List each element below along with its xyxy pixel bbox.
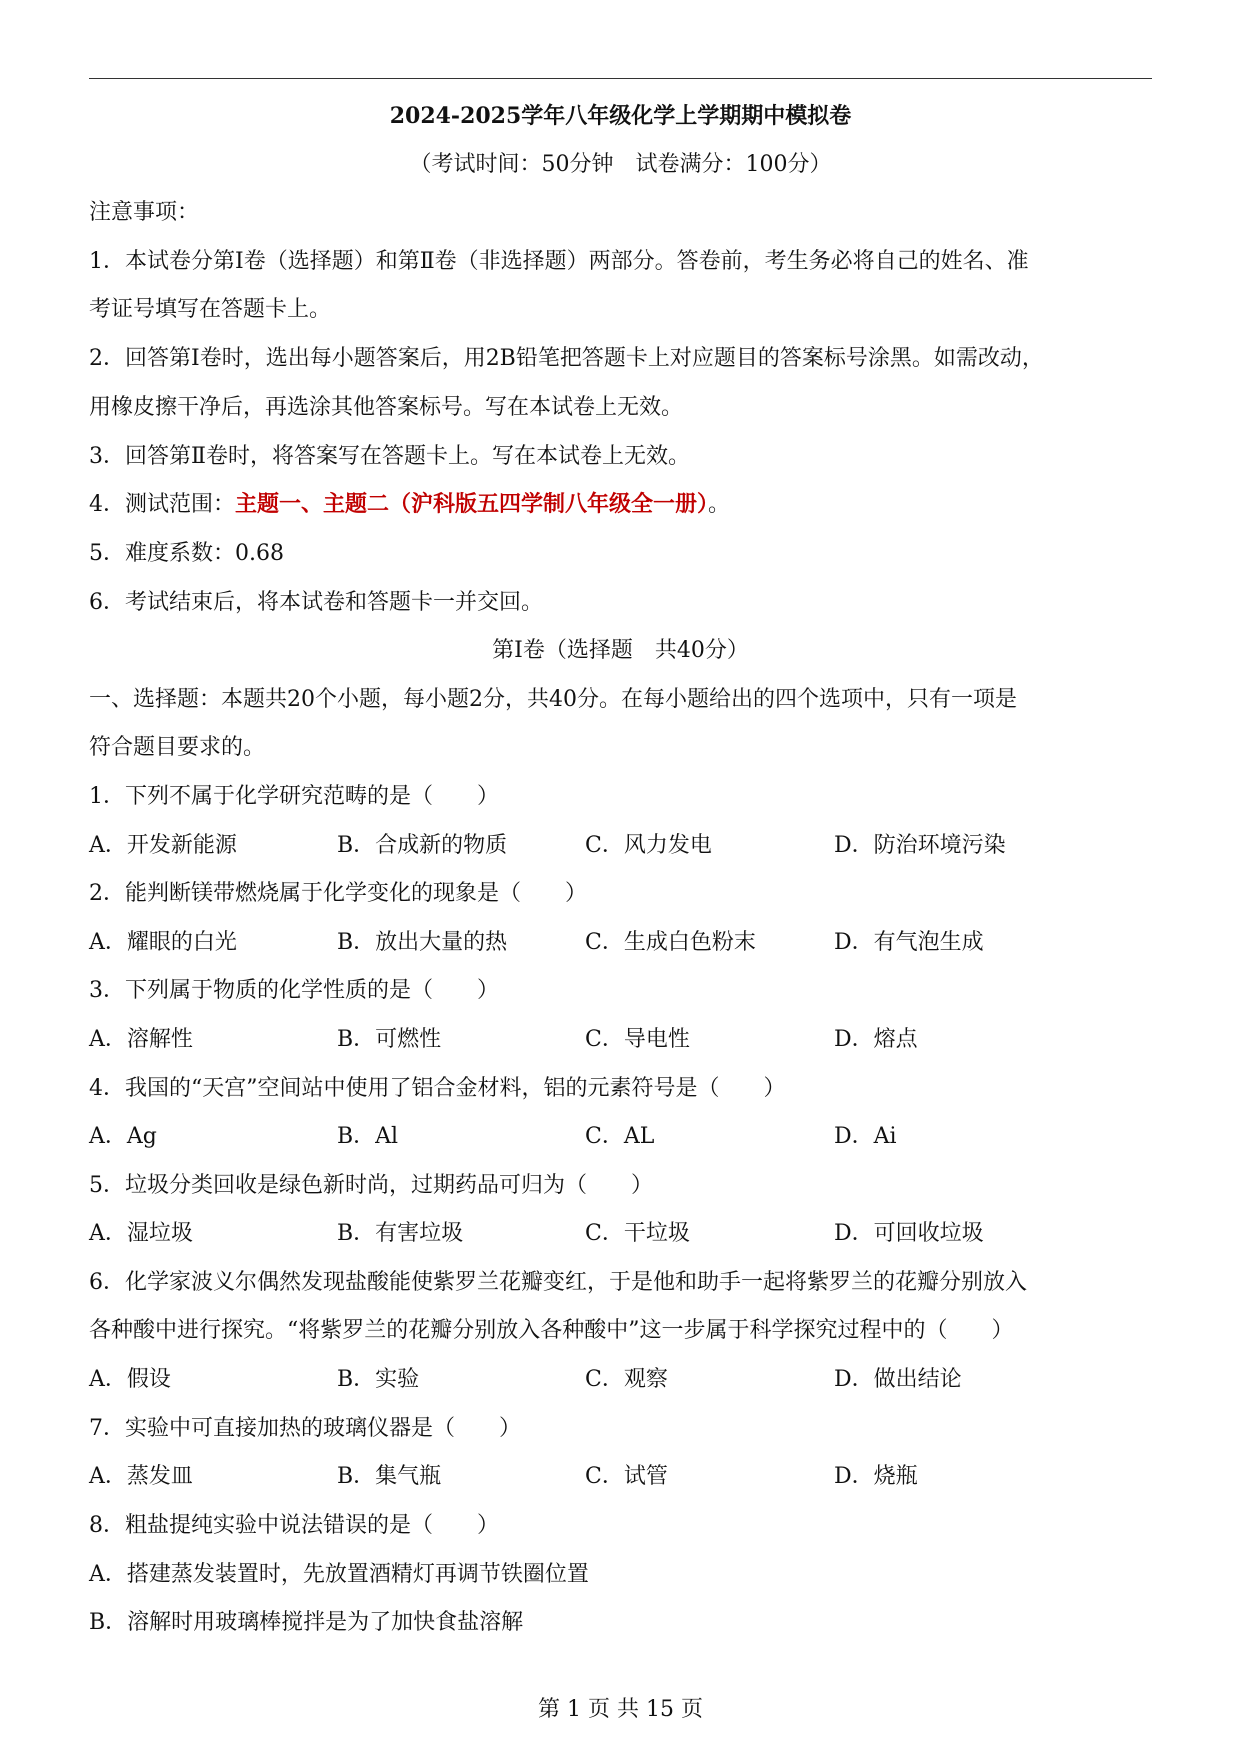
option-b: B．Al xyxy=(337,1124,399,1149)
option-d: D．Ai xyxy=(834,1124,897,1149)
option-a: A．开发新能源 xyxy=(89,833,237,858)
question-stem: 3．下列属于物质的化学性质的是（ ） xyxy=(89,978,499,1003)
notice-line-4: 用橡皮擦干净后，再选涂其他答案标号。写在本试卷上无效。 xyxy=(89,395,684,420)
section-intro-line-1: 一、选择题：本题共20个小题，每小题2分，共40分。在每小题给出的四个选项中，只有一项是 xyxy=(89,687,1017,712)
option-d: D．有气泡生成 xyxy=(834,930,984,955)
option-b: B．可燃性 xyxy=(337,1027,442,1052)
question-stem: 1．下列不属于化学研究范畴的是（ ） xyxy=(89,784,499,809)
option-c: C．风力发电 xyxy=(585,833,712,858)
option-d: D．熔点 xyxy=(834,1027,918,1052)
option-d: D．烧瓶 xyxy=(834,1464,918,1489)
test-scope: 主题一、主题二（沪科版五四学制八年级全一册） xyxy=(235,491,709,517)
notice-item-6: 6．考试结束后，将本试卷和答题卡一并交回。 xyxy=(89,590,543,615)
notice-item-4-suffix: 。 xyxy=(708,492,731,517)
option-b: B．集气瓶 xyxy=(337,1464,442,1489)
notice-item-4-prefix: 4．测试范围： xyxy=(89,492,235,517)
option-a: A．搭建蒸发装置时，先放置酒精灯再调节铁圈位置 xyxy=(89,1562,589,1587)
option-b: B．放出大量的热 xyxy=(337,930,508,955)
option-b: B．合成新的物质 xyxy=(337,833,508,858)
exam-subtitle: （考试时间：50分钟 试卷满分：100分） xyxy=(409,152,832,177)
option-d: D．做出结论 xyxy=(834,1367,962,1392)
notice-line-2: 考证号填写在答题卡上。 xyxy=(89,297,332,322)
option-c: C．观察 xyxy=(585,1367,668,1392)
question-stem: 4．我国的“天宫”空间站中使用了铝合金材料，铝的元素符号是（ ） xyxy=(89,1076,786,1101)
option-c: C．生成白色粉末 xyxy=(585,930,756,955)
notice-line-5: 3．回答第Ⅱ卷时，将答案写在答题卡上。写在本试卷上无效。 xyxy=(89,444,690,469)
option-d: D．可回收垃圾 xyxy=(834,1221,984,1246)
question-stem: 2．能判断镁带燃烧属于化学变化的现象是（ ） xyxy=(89,881,587,906)
option-c: C．导电性 xyxy=(585,1027,690,1052)
question-stem-line-2: 各种酸中进行探究。“将紫罗兰的花瓣分别放入各种酸中”这一步属于科学探究过程中的（ ） xyxy=(89,1318,1014,1343)
option-d: D．防治环境污染 xyxy=(834,833,1006,858)
option-a: A．Ag xyxy=(89,1124,157,1149)
question-stem: 5．垃圾分类回收是绿色新时尚，过期药品可归为（ ） xyxy=(89,1173,653,1198)
page-number: 第 1 页 共 15 页 xyxy=(538,1697,703,1722)
notice-line-3: 2．回答第Ⅰ卷时，选出每小题答案后，用2B铅笔把答题卡上对应题目的答案标号涂黑。如需改动， xyxy=(89,346,1044,371)
option-a: A．蒸发皿 xyxy=(89,1464,193,1489)
option-b: B．有害垃圾 xyxy=(337,1221,464,1246)
option-a: A．溶解性 xyxy=(89,1027,193,1052)
header-rule xyxy=(89,78,1152,79)
option-c: C．AL xyxy=(585,1124,655,1149)
option-a: A．湿垃圾 xyxy=(89,1221,193,1246)
notice-label: 注意事项： xyxy=(89,200,200,225)
notice-line-1: 1．本试卷分第Ⅰ卷（选择题）和第Ⅱ卷（非选择题）两部分。答卷前，考生务必将自己的姓名、准 xyxy=(89,249,1029,274)
question-stem: 7．实验中可直接加热的玻璃仪器是（ ） xyxy=(89,1416,521,1441)
option-a: A．耀眼的白光 xyxy=(89,930,237,955)
question-stem: 8．粗盐提纯实验中说法错误的是（ ） xyxy=(89,1513,499,1538)
option-b: B．实验 xyxy=(337,1367,420,1392)
question-stem-line-1: 6．化学家波义尔偶然发现盐酸能使紫罗兰花瓣变红，于是他和助手一起将紫罗兰的花瓣分别放入 xyxy=(89,1270,1028,1295)
exam-title: 2024-2025学年八年级化学上学期期中模拟卷 xyxy=(389,103,852,129)
option-a: A．假设 xyxy=(89,1367,171,1392)
option-b: B．溶解时用玻璃棒搅拌是为了加快食盐溶解 xyxy=(89,1610,524,1635)
option-c: C．试管 xyxy=(585,1464,668,1489)
section-heading: 第Ⅰ卷（选择题 共40分） xyxy=(492,638,749,663)
section-intro-line-2: 符合题目要求的。 xyxy=(89,735,266,760)
notice-item-4 xyxy=(89,487,730,518)
notice-item-5: 5．难度系数：0.68 xyxy=(89,541,284,566)
option-c: C．干垃圾 xyxy=(585,1221,690,1246)
